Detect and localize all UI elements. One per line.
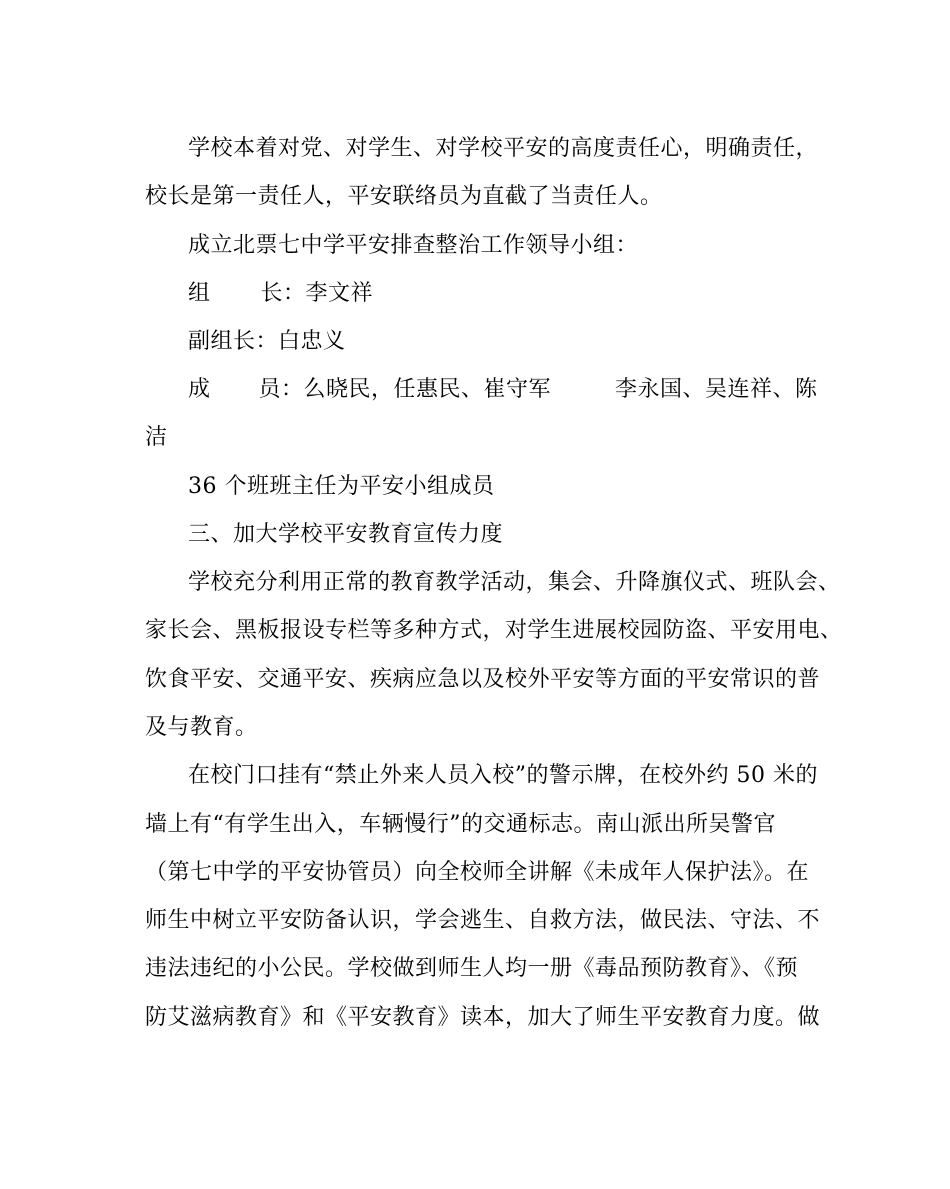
leader-label-b: 长：李文祥 [260,281,374,306]
paragraph-line: 饮食平安、交通平安、疾病应急以及校外平安等方面的平安常识的普 [145,667,821,692]
paragraph-line: 防艾滋病教育》和《平安教育》读本，加大了师生平安教育力度。做 [145,1005,821,1030]
members-label-b: 员：么晓民，任惠民、崔守军 [258,377,552,402]
leader-line [188,280,868,308]
deputy-line: 副组长：白忠义 [188,329,346,354]
members-line [188,376,868,404]
section-heading: 三、加大学校平安教育宣传力度 [188,522,504,547]
paragraph-line: （第七中学的平安协管员）向全校师全讲解《未成年人保护法》。在 [145,860,810,885]
paragraph-line: 成立北票七中学平安排查整治工作领导小组： [188,233,639,258]
members-label-c: 李永国、吴连祥、陈 [615,377,818,402]
leader-label-a: 组 [188,281,211,306]
paragraph-line: 学校充分利用正常的教育教学活动，集会、升降旗仪式、班队会、 [188,570,841,595]
paragraph-line: 违法违纪的小公民。学校做到师生人均一册《毒品预防教育》、《预 [145,956,799,981]
paragraph-line: 家长会、黑板报设专栏等多种方式，对学生进展校园防盗、平安用电、 [145,618,843,643]
paragraph-line: 墙上有“有学生出入，车辆慢行”的交通标志。南山派出所吴警官 [145,812,776,837]
paragraph-line: 36 个班班主任为平安小组成员 [188,474,495,499]
paragraph-line: 学校本着对党、对学生、对学校平安的高度责任心，明确责任， [188,136,819,161]
members-wrap: 洁 [145,425,168,450]
paragraph-line: 校长是第一责任人，平安联络员为直截了当责任人。 [145,184,663,209]
paragraph-line: 在校门口挂有“禁止外来人员入校”的警示牌，在校外约 50 米的 [188,763,818,788]
paragraph-line: 师生中树立平安防备认识，学会逃生、自救方法，做民法、守法、不 [145,908,821,933]
paragraph-line: 及与教育。 [145,715,258,740]
members-label-a: 成 [188,377,211,402]
